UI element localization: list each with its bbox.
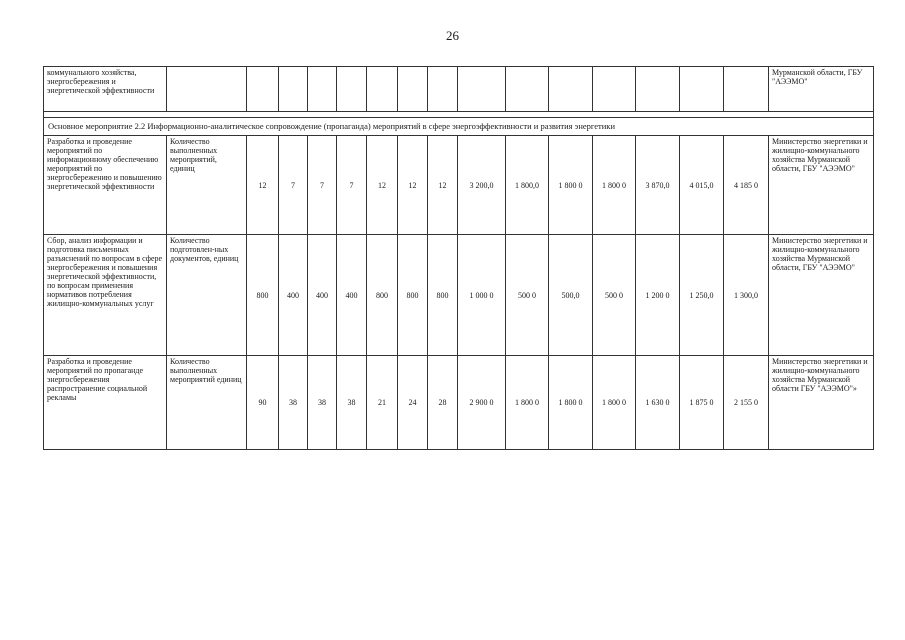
value-cell: 1 800,0	[506, 136, 549, 235]
indicator-cell: Количество выполненных мероприятий единиц	[167, 356, 247, 450]
value-cell: 12	[398, 136, 428, 235]
value-cell: 24	[398, 356, 428, 450]
section-header: Основное мероприятие 2.2 Информационно-аналитическое сопровождение (пропаганда) мероприятий в сфере энергоэффективности и развития энергетики	[44, 118, 874, 136]
value-cell: 500,0	[549, 235, 593, 356]
value-cell: 28	[428, 356, 458, 450]
program-table	[43, 66, 874, 450]
value-cell: 3 200,0	[458, 136, 506, 235]
value-cell: 38	[279, 356, 308, 450]
indicator-cell	[167, 67, 247, 112]
measure-cell: коммунального хозяйства, энергосбережения и энергетической эффективности	[44, 67, 167, 112]
value-cell: 7	[337, 136, 367, 235]
value-cell: 7	[308, 136, 337, 235]
value-cell: 4 185 0	[724, 136, 769, 235]
measure-cell: Разработка и проведение мероприятий по информационному обеспечению мероприятий по энергосбережению и повышению энергетической эффективности	[44, 136, 167, 235]
value-cell: 400	[337, 235, 367, 356]
value-cell: 1 800 0	[593, 356, 636, 450]
value-cell: 12	[367, 136, 398, 235]
value-cell: 2 900 0	[458, 356, 506, 450]
value-cell: 1 630 0	[636, 356, 680, 450]
table-row	[44, 356, 874, 450]
value-cell: 1 875 0	[680, 356, 724, 450]
executor-cell: Мурманской области, ГБУ "АЭЭМО"	[769, 67, 874, 112]
value-cell: 500 0	[593, 235, 636, 356]
table-row	[44, 136, 874, 235]
value-cell: 38	[308, 356, 337, 450]
executor-cell: Министерство энергетики и жилищно-коммунального хозяйства Мурманской области, ГБУ "АЭЭМО"	[769, 235, 874, 356]
value-cell: 12	[428, 136, 458, 235]
value-cell: 500 0	[506, 235, 549, 356]
executor-cell: Министерство энергетики и жилищно-коммунального хозяйства Мурманской области ГБУ "АЭЭМО"»	[769, 356, 874, 450]
value-cell: 1 250,0	[680, 235, 724, 356]
value-cell: 1 300,0	[724, 235, 769, 356]
measure-cell: Разработка и проведение мероприятий по пропаганде энергосбережения распространение социальной рекламы	[44, 356, 167, 450]
value-cell: 1 000 0	[458, 235, 506, 356]
value-cell: 3 870,0	[636, 136, 680, 235]
value-cell: 7	[279, 136, 308, 235]
value-cell: 400	[279, 235, 308, 356]
value-cell: 12	[247, 136, 279, 235]
value-cell: 2 155 0	[724, 356, 769, 450]
indicator-cell: Количество выполненных мероприятий, единиц	[167, 136, 247, 235]
value-cell: 1 200 0	[636, 235, 680, 356]
indicator-cell: Количество подготовлен-ных документов, единиц	[167, 235, 247, 356]
value-cell: 1 800 0	[549, 136, 593, 235]
page-number: 26	[446, 28, 459, 43]
value-cell: 800	[247, 235, 279, 356]
section-header-row	[44, 118, 874, 136]
table-row	[44, 235, 874, 356]
value-cell: 1 800 0	[549, 356, 593, 450]
value-cell: 21	[367, 356, 398, 450]
value-cell: 800	[428, 235, 458, 356]
value-cell: 800	[398, 235, 428, 356]
table-row-continued	[44, 67, 874, 112]
measure-cell: Сбор, анализ информации и подготовка письменных разъяснений по вопросам в сфере энергосбережения и повышения энергетической эффективности, по вопросам применения нормативов потребления жилищно-коммунальных услуг	[44, 235, 167, 356]
value-cell: 4 015,0	[680, 136, 724, 235]
value-cell: 1 800 0	[593, 136, 636, 235]
value-cell: 90	[247, 356, 279, 450]
value-cell: 400	[308, 235, 337, 356]
value-cell: 800	[367, 235, 398, 356]
value-cell: 1 800 0	[506, 356, 549, 450]
value-cell: 38	[337, 356, 367, 450]
executor-cell: Министерство энергетики и жилищно-коммунального хозяйства Мурманской области, ГБУ "АЭЭМО"	[769, 136, 874, 235]
